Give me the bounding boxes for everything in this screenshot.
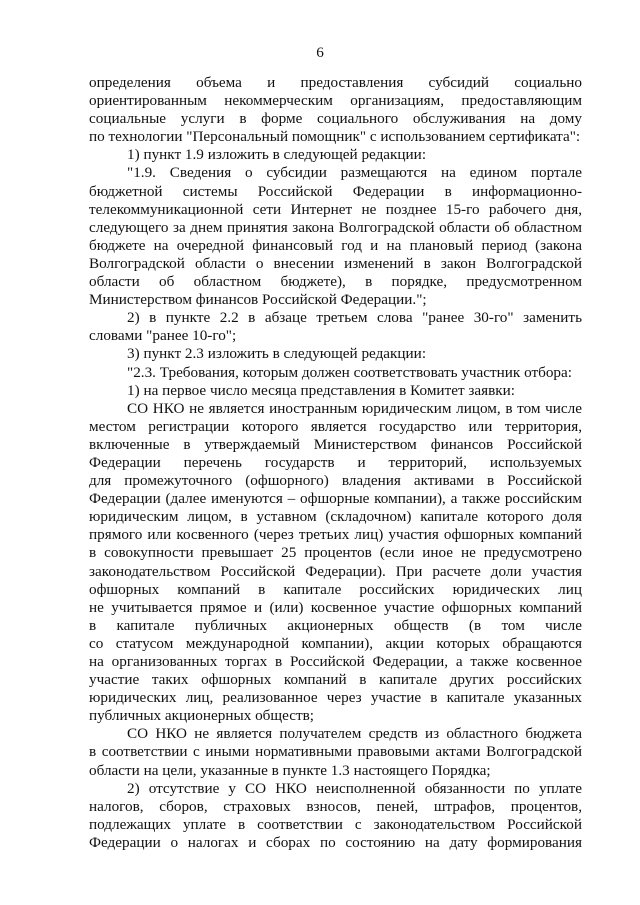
text-line: 1) на первое число месяца представления в Комитет заявки:	[127, 381, 515, 399]
text-line: определения объема и предоставления субсидий социально	[89, 74, 582, 91]
text-line: на организованных торгах в Российской Федерации, а также косвенное	[89, 653, 582, 670]
text-line: подлежащих уплате в соответствии с законодательством Российской	[89, 815, 582, 833]
text-line: офшорных компаний в капитале российских юридических лиц	[89, 580, 582, 598]
text-line: области на цели, указанные в пункте 1.3 настоящего Порядка;	[89, 761, 491, 779]
document-body	[89, 74, 582, 852]
text-line: для промежуточного (офшорного) владения активами в Российской	[89, 472, 582, 490]
text-line: Федерации перечень государств и территорий, используемых	[89, 453, 582, 471]
text-line: 2) в пункте 2.2 в абзаце третьем слова "ранее 30-го" заменить	[127, 309, 582, 327]
text-line: в соответствии с иными нормативными правовыми актами Волгоградской	[89, 743, 582, 761]
page-number: 6	[316, 44, 324, 61]
text-line: местом регистрации которого является государство или территория,	[89, 417, 582, 435]
text-line: СО НКО не является получателем средств из областного бюджета	[127, 725, 582, 743]
text-line: 3) пункт 2.3 изложить в следующей редакции:	[127, 345, 427, 363]
text-line: 1) пункт 1.9 изложить в следующей редакции:	[127, 146, 427, 164]
text-line: Федерации о налогах и сборах по состоянию на дату формирования	[89, 833, 582, 851]
text-line: словами "ранее 10-го";	[89, 327, 237, 345]
text-line: бюджете на очередной финансовый год и на плановый период (закона	[89, 236, 582, 254]
text-line: со статусом международной компании), акции которых обращаются	[89, 634, 582, 652]
text-line: налогов, сборов, страховых взносов, пеней, штрафов, процентов,	[89, 797, 582, 815]
text-line: социальные услуги в форме социального обслуживания на дому	[89, 110, 582, 128]
text-line: Волгоградской области о внесении изменений в закон Волгоградской	[89, 254, 582, 272]
text-line: юридических лиц, реализованное через участие в капитале указанных	[89, 689, 582, 707]
text-line: в капитале публичных акционерных обществ (в том числе	[89, 616, 582, 634]
text-line: "2.3. Требования, которым должен соответствовать участник отбора:	[127, 363, 572, 381]
text-line: Министерством финансов Российской Федерации.";	[89, 291, 427, 309]
text-line: включенные в утверждаемый Министерством финансов Российской	[89, 435, 582, 453]
text-line: по технологии "Персональный помощник" с использованием сертификата":	[89, 128, 581, 146]
text-line: законодательством Российской Федерации). При расчете доли участия	[89, 562, 582, 580]
text-line: публичных акционерных обществ;	[89, 707, 314, 725]
text-line: 2) отсутствие у СО НКО неисполненной обязанности по уплате	[127, 779, 582, 797]
text-line: бюджетной системы Российской Федерации в информационно-	[89, 182, 582, 200]
text-line: участие таких офшорных компаний в капитале других российских	[89, 671, 582, 689]
text-line: ориентированным некоммерческим организациям, предоставляющим	[89, 92, 582, 110]
text-line: в совокупности превышает 25 процентов (если иное не предусмотрено	[89, 544, 582, 562]
text-line: СО НКО не является иностранным юридическим лицом, в том числе	[127, 399, 582, 417]
text-line: не учитывается прямое и (или) косвенное участие офшорных компаний	[89, 598, 582, 616]
text-line: следующего за днем принятия закона Волгоградской области об областном	[89, 218, 582, 236]
text-line: юридическим лицом, в уставном (складочном) капитале которого доля	[89, 508, 582, 526]
text-line: "1.9. Сведения о субсидии размещаются на едином портале	[127, 164, 582, 182]
text-line: телекоммуникационной сети Интернет не позднее 15-го рабочего дня,	[89, 200, 582, 218]
text-line: области об областном бюджете), в порядке, предусмотренном	[89, 273, 582, 291]
text-line: прямого или косвенного (через третьих лиц) участия офшорных компаний	[89, 526, 582, 544]
text-line: Федерации (далее именуются – офшорные компании), а также российским	[89, 490, 582, 508]
